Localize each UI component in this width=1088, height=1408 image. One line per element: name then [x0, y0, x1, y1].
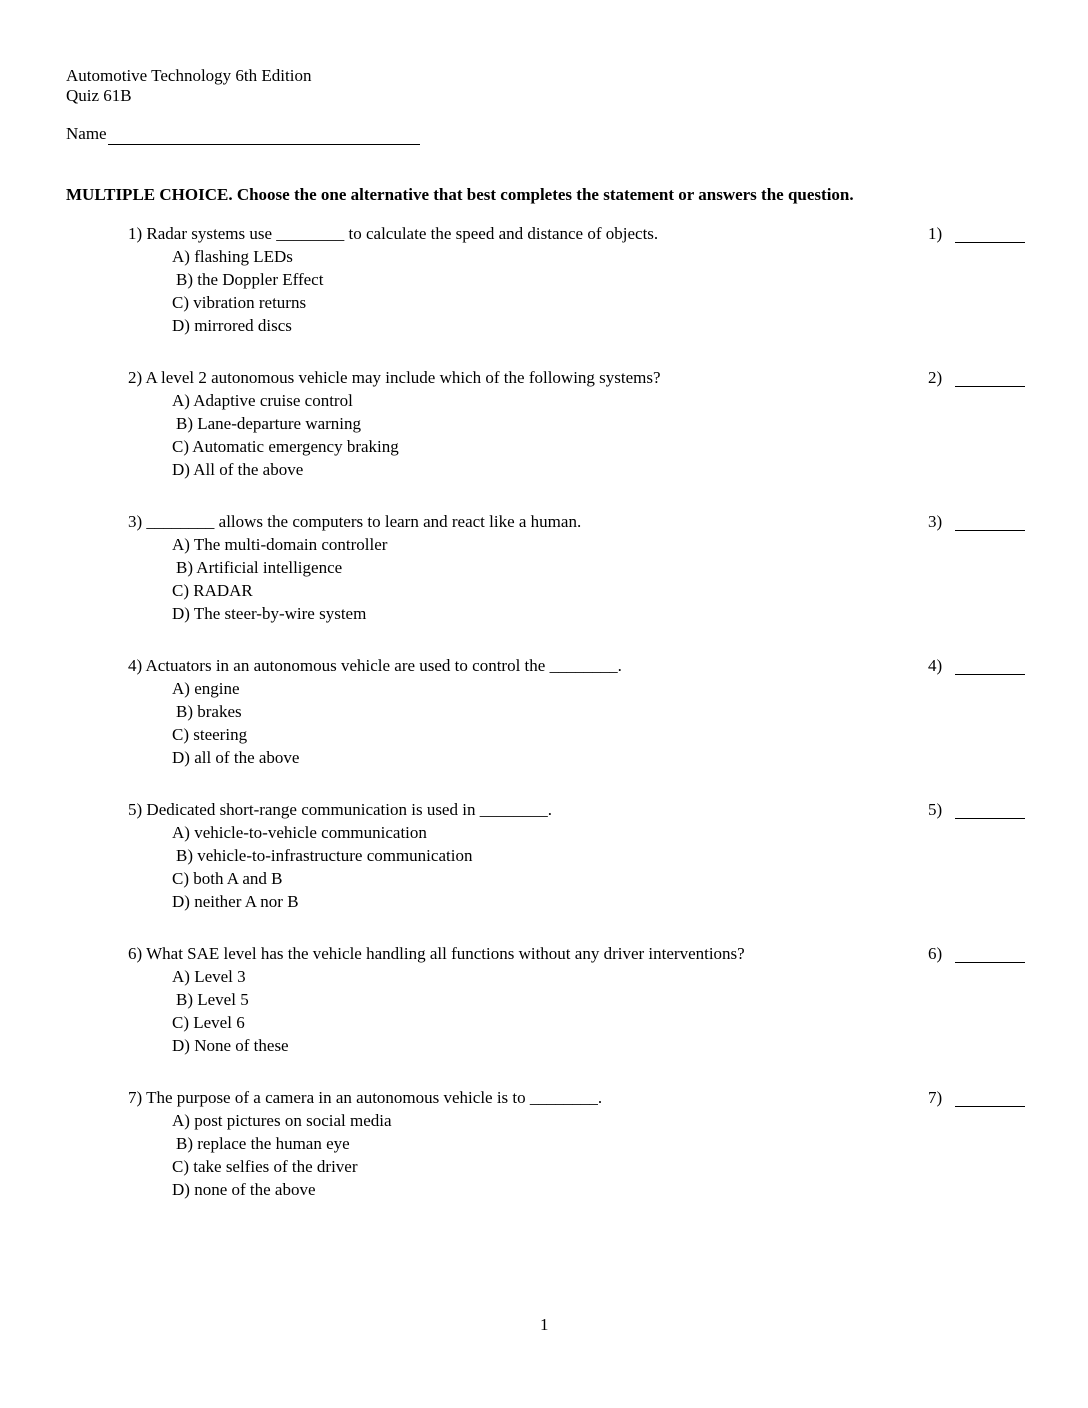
answer-option: B) Level 5	[176, 990, 249, 1009]
answer-option: A) Level 3	[172, 967, 246, 986]
name-label: Name	[66, 124, 107, 143]
answer-option: C) Level 6	[172, 1013, 245, 1032]
question-7	[0, 1088, 1088, 1208]
question-stem: 1) Radar systems use ________ to calculate the speed and distance of objects.	[128, 224, 659, 243]
answer-option: C) RADAR	[172, 581, 253, 600]
page-number: 1	[540, 1315, 549, 1334]
answer-option: C) vibration returns	[172, 293, 307, 312]
answer-option: D) None of these	[172, 1036, 289, 1055]
question-stem: 5) Dedicated short-range communication is used in ________.	[128, 800, 552, 819]
name-field-line[interactable]	[108, 144, 420, 145]
answer-number: 1)	[928, 224, 943, 243]
question-2	[0, 368, 1088, 488]
question-4	[0, 656, 1088, 776]
answer-number: 2)	[928, 368, 943, 387]
answer-option: B) vehicle-to-infrastructure communication	[176, 846, 473, 865]
answer-option: D) The steer-by-wire system	[172, 604, 367, 623]
answer-option: B) replace the human eye	[176, 1134, 350, 1153]
answer-option: C) Automatic emergency braking	[172, 437, 399, 456]
question-1	[0, 224, 1088, 344]
answer-option: D) all of the above	[172, 748, 300, 767]
answer-option: B) Lane-departure warning	[176, 414, 362, 433]
question-3	[0, 512, 1088, 632]
answer-option: D) none of the above	[172, 1180, 316, 1199]
document-title: Automotive Technology 6th Edition	[66, 66, 312, 85]
answer-number: 7)	[928, 1088, 943, 1107]
answer-blank[interactable]	[955, 674, 1025, 675]
answer-option: D) neither A nor B	[172, 892, 299, 911]
answer-option: D) mirrored discs	[172, 316, 292, 335]
answer-option: B) Artificial intelligence	[176, 558, 343, 577]
answer-number: 6)	[928, 944, 943, 963]
answer-option: B) the Doppler Effect	[176, 270, 324, 289]
answer-option: A) Adaptive cruise control	[172, 391, 353, 410]
answer-option: A) The multi-domain controller	[172, 535, 388, 554]
question-stem: 7) The purpose of a camera in an autonomous vehicle is to ________.	[128, 1088, 603, 1107]
answer-blank[interactable]	[955, 242, 1025, 243]
answer-option: C) take selfies of the driver	[172, 1157, 358, 1176]
answer-number: 5)	[928, 800, 943, 819]
answer-option: B) brakes	[176, 702, 242, 721]
question-stem: 4) Actuators in an autonomous vehicle are used to control the ________.	[128, 656, 622, 675]
answer-option: A) vehicle-to-vehicle communication	[172, 823, 427, 842]
answer-blank[interactable]	[955, 1106, 1025, 1107]
question-stem: 2) A level 2 autonomous vehicle may include which of the following systems?	[128, 368, 661, 387]
answer-blank[interactable]	[955, 530, 1025, 531]
question-stem: 3) ________ allows the computers to learn and react like a human.	[128, 512, 582, 531]
answer-blank[interactable]	[955, 962, 1025, 963]
answer-option: A) engine	[172, 679, 240, 698]
question-5	[0, 800, 1088, 920]
answer-option: D) All of the above	[172, 460, 304, 479]
quiz-id: Quiz 61B	[66, 86, 132, 105]
answer-option: C) steering	[172, 725, 248, 744]
question-6	[0, 944, 1088, 1064]
answer-option: A) post pictures on social media	[172, 1111, 392, 1130]
answer-number: 3)	[928, 512, 943, 531]
answer-option: A) flashing LEDs	[172, 247, 293, 266]
answer-blank[interactable]	[955, 386, 1025, 387]
answer-option: C) both A and B	[172, 869, 283, 888]
answer-number: 4)	[928, 656, 943, 675]
answer-blank[interactable]	[955, 818, 1025, 819]
instructions: MULTIPLE CHOICE. Choose the one alternative that best completes the statement or answers the question.	[66, 185, 854, 204]
question-stem: 6) What SAE level has the vehicle handling all functions without any driver interventions?	[128, 944, 745, 963]
